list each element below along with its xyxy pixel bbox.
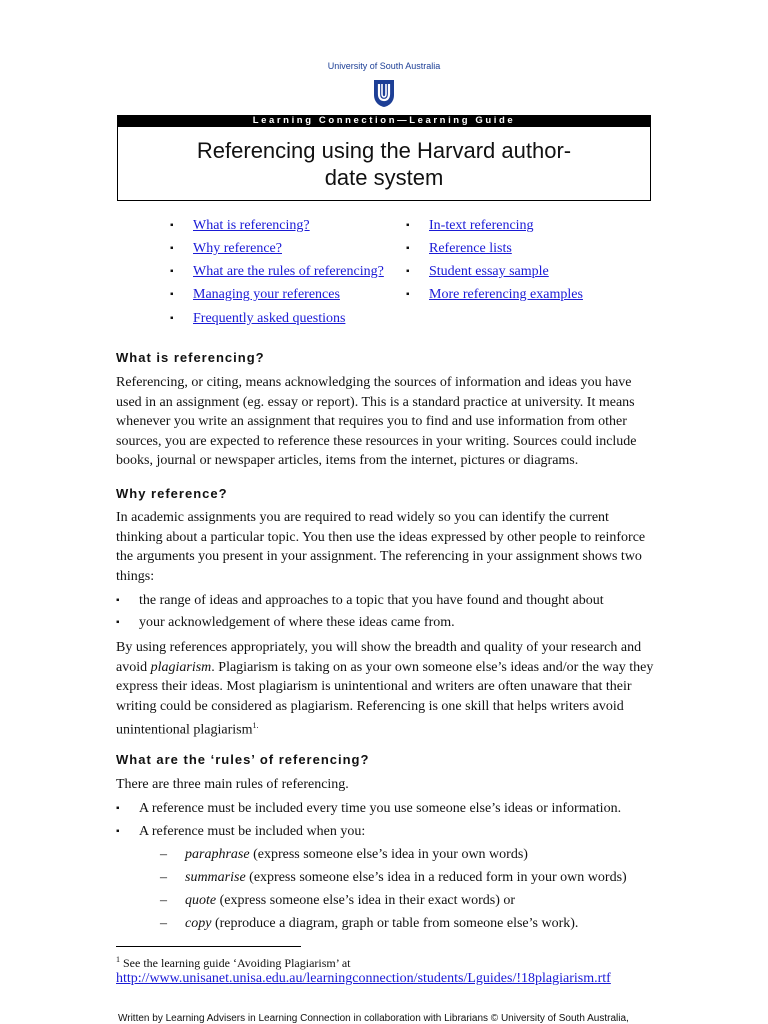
toc-link-in-text[interactable]: In-text referencing <box>429 218 534 233</box>
section-heading-why: Why reference? <box>116 486 228 501</box>
toc-link-faq[interactable]: Frequently asked questions <box>193 311 346 326</box>
section-heading-what: What is referencing? <box>116 350 265 365</box>
toc-link-why-reference[interactable]: Why reference? <box>193 241 282 256</box>
page-footer: Written by Learning Advisers in Learning Connection in collaboration with Librarians © University of South Australia, <box>118 1013 629 1024</box>
section-body-plagiarism: By using references appropriately, you will show the breadth and quality of your research and avoid plagiarism. Plagiarism is taking on as your own someone else’s ideas and/or the way they express their ideas. Most plagiarism is unintentional and writers are often unaware that their writing could be considered as plagiarism. Referencing is one skill that helps writers avoid unintentional plagiarism$^{1.}$ <box>116 640 654 738</box>
toc-link-rules[interactable]: What are the rules of referencing? <box>193 264 384 279</box>
section-body-why: In academic assignments you are required to read widely so you can identify the current thinking about a particular topic. You then use the ideas expressed by other people to reinforce the arguments you present in your assignment. The referencing in your assignment shows two things: <box>116 510 646 584</box>
section-heading-rules: What are the ‘rules’ of referencing? <box>116 752 370 767</box>
university-name: University of South Australia <box>327 61 441 71</box>
footnote-marker[interactable]: 1. <box>252 721 259 730</box>
section-body-what: Referencing, or citing, means acknowledging the sources of information and ideas you have used in an assignment (eg. essay or report). This is a standard practice at university. It means whenever you write an assignment that requires you to find and use information from other sources, you are expected to reference these resources in your writing. Sources could include books, journal or newspaper articles, items from the internet, pictures or diagrams. <box>116 375 637 468</box>
footnote-divider <box>116 946 301 947</box>
section-intro-rules: There are three main rules of referencing. <box>116 777 349 792</box>
toc-link-more-examples[interactable]: More referencing examples <box>429 287 583 302</box>
toc-link-what-is-referencing[interactable]: What is referencing? <box>193 218 310 233</box>
university-logo-icon <box>372 79 396 108</box>
guide-banner: Learning Connection—Learning Guide <box>117 115 651 127</box>
toc-link-managing[interactable]: Managing your references <box>193 287 340 302</box>
footnote: $^1$ See the learning guide ‘Avoiding Plagiarism’ at <box>116 955 351 970</box>
page-title: Referencing using the Harvard author-date system <box>117 127 651 201</box>
toc-link-essay-sample[interactable]: Student essay sample <box>429 264 549 279</box>
toc-link-reference-lists[interactable]: Reference lists <box>429 241 512 256</box>
footnote-link[interactable]: http://www.unisanet.unisa.edu.au/learningconnection/students/Lguides/!18plagiarism.rtf <box>116 971 611 986</box>
